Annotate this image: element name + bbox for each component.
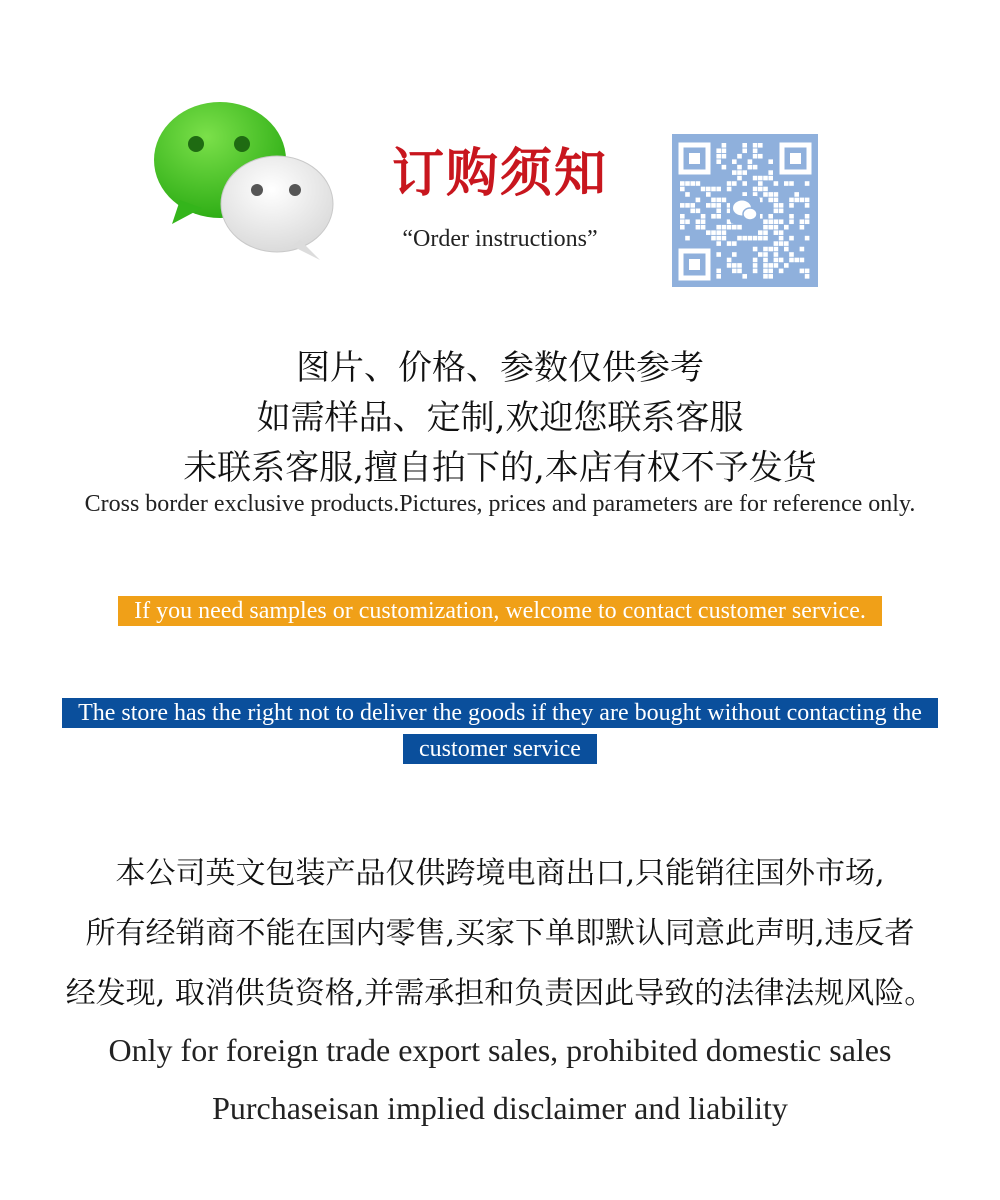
qr-module <box>779 209 784 214</box>
qr-module <box>789 258 794 263</box>
qr-module <box>742 148 747 153</box>
qr-module <box>716 214 721 219</box>
qr-module <box>716 187 721 192</box>
qr-module <box>758 236 763 241</box>
qr-module <box>763 192 768 197</box>
qr-module <box>680 187 685 192</box>
qr-module <box>789 219 794 224</box>
qr-module <box>701 225 706 230</box>
qr-module <box>706 203 711 208</box>
qr-module <box>701 187 706 192</box>
qr-module <box>794 258 799 263</box>
qr-module <box>732 263 737 268</box>
qr-module <box>789 181 794 186</box>
qr-module <box>758 176 763 181</box>
qr-module <box>716 252 721 257</box>
qr-module <box>696 219 701 224</box>
qr-module <box>774 241 779 246</box>
qr-module <box>742 236 747 241</box>
qr-module <box>800 198 805 203</box>
qr-module <box>680 214 685 219</box>
qr-module <box>768 214 773 219</box>
qr-module <box>763 230 768 235</box>
qr-module <box>763 274 768 279</box>
qr-module <box>763 176 768 181</box>
qr-module <box>789 203 794 208</box>
qr-module <box>680 181 685 186</box>
samples-highlight <box>40 593 960 629</box>
notice-cn-line: 未联系客服,擅自拍下的,本店有权不予发货 <box>183 448 817 488</box>
qr-module <box>753 148 758 153</box>
qr-module <box>685 236 690 241</box>
qr-module <box>779 269 784 274</box>
qr-module <box>711 203 716 208</box>
qr-module <box>685 181 690 186</box>
qr-module <box>727 181 732 186</box>
page-title: 订购须知 <box>391 143 608 204</box>
delivery-highlight <box>40 695 960 767</box>
qr-module <box>732 159 737 164</box>
qr-module <box>716 230 721 235</box>
qr-module <box>758 187 763 192</box>
qr-module <box>763 225 768 230</box>
qr-module <box>758 230 763 235</box>
qr-module <box>805 214 810 219</box>
qr-module <box>784 263 789 268</box>
qr-module <box>680 203 685 208</box>
qr-module <box>711 198 716 203</box>
qr-module <box>690 209 695 214</box>
qr-module <box>763 236 768 241</box>
qr-module <box>722 154 727 159</box>
qr-module <box>685 203 690 208</box>
qr-module <box>758 143 763 148</box>
qr-module <box>800 225 805 230</box>
qr-module <box>737 225 742 230</box>
notice-en-text: Cross border exclusive products.Pictures, prices and parameters are for reference only. <box>84 491 916 517</box>
qr-module <box>732 241 737 246</box>
qr-module <box>685 219 690 224</box>
disclaimer-cn-line: 经发现, 取消供货资格,并需承担和负责因此导致的法律法规风险。 <box>65 976 935 1011</box>
qr-module <box>701 214 706 219</box>
qr-module <box>753 154 758 159</box>
qr-module <box>779 236 784 241</box>
qr-module <box>716 241 721 246</box>
qr-module <box>768 263 773 268</box>
qr-module <box>779 258 784 263</box>
qr-module <box>768 269 773 274</box>
qr-module <box>753 187 758 192</box>
qr-module <box>748 165 753 170</box>
qr-module <box>742 181 747 186</box>
qr-module <box>774 181 779 186</box>
qr-module <box>768 192 773 197</box>
qr-module <box>716 148 721 153</box>
qr-module <box>779 203 784 208</box>
qr-module <box>722 148 727 153</box>
qr-module <box>784 181 789 186</box>
qr-module <box>768 274 773 279</box>
qr-module <box>763 247 768 252</box>
qr-module <box>768 219 773 224</box>
qr-module <box>800 219 805 224</box>
qr-module <box>727 225 732 230</box>
qr-module <box>768 247 773 252</box>
qr-module <box>768 198 773 203</box>
qr-module <box>753 143 758 148</box>
qr-module <box>711 236 716 241</box>
qr-module <box>716 198 721 203</box>
qr-module <box>794 198 799 203</box>
delivery-highlight-text: The store has the right not to deliver the goods if they are bought without contacting the customer service <box>62 698 938 764</box>
qr-module <box>779 230 784 235</box>
qr-module <box>732 170 737 175</box>
qr-module <box>774 258 779 263</box>
qr-module <box>727 263 732 268</box>
qr-module <box>748 159 753 164</box>
qr-module <box>753 263 758 268</box>
qr-module <box>732 269 737 274</box>
qr-module <box>779 241 784 246</box>
disclaimer-cn-line: 所有经销商不能在国内零售,买家下单即默认同意此声明,违反者 <box>85 916 915 951</box>
qr-module <box>753 269 758 274</box>
qr-module <box>711 230 716 235</box>
qr-module <box>753 247 758 252</box>
qr-module <box>716 209 721 214</box>
qr-module <box>716 203 721 208</box>
qr-module <box>737 154 742 159</box>
qr-module <box>737 170 742 175</box>
qr-module <box>737 263 742 268</box>
qr-module <box>774 198 779 203</box>
qr-module <box>716 225 721 230</box>
qr-module <box>805 236 810 241</box>
qr-module <box>753 176 758 181</box>
qr-module <box>763 258 768 263</box>
qr-module <box>805 203 810 208</box>
qr-module <box>763 219 768 224</box>
qr-module <box>716 159 721 164</box>
qr-module <box>753 236 758 241</box>
qr-module <box>727 187 732 192</box>
qr-module <box>794 192 799 197</box>
qr-module <box>706 187 711 192</box>
qr-module <box>711 187 716 192</box>
qr-module <box>680 225 685 230</box>
qr-module <box>753 258 758 263</box>
qr-module <box>727 258 732 263</box>
qr-module <box>732 225 737 230</box>
disclaimer-en-line: Only for foreign trade export sales, prohibited domestic sales <box>108 1032 892 1068</box>
qr-module <box>768 225 773 230</box>
qr-module <box>774 247 779 252</box>
qr-module <box>722 198 727 203</box>
qr-module <box>789 214 794 219</box>
qr-module <box>716 236 721 241</box>
qr-module <box>800 269 805 274</box>
qr-module <box>732 181 737 186</box>
qr-module <box>789 198 794 203</box>
qr-module <box>774 203 779 208</box>
qr-module <box>737 269 742 274</box>
qr-module <box>805 181 810 186</box>
qr-module <box>737 176 742 181</box>
qr-module <box>758 181 763 186</box>
qr-module <box>763 252 768 257</box>
qr-module <box>774 225 779 230</box>
qr-module <box>727 241 732 246</box>
qr-module <box>768 176 773 181</box>
qr-module <box>805 274 810 279</box>
qr-module <box>742 143 747 148</box>
qr-module <box>748 236 753 241</box>
qr-module <box>763 269 768 274</box>
qr-module <box>722 165 727 170</box>
qr-module <box>789 236 794 241</box>
qr-module <box>737 236 742 241</box>
qr-module <box>768 159 773 164</box>
qr-module <box>742 274 747 279</box>
notice-cn-line: 如需样品、定制,欢迎您联系客服 <box>256 398 744 438</box>
qr-module <box>706 230 711 235</box>
qr-module <box>722 230 727 235</box>
qr-module <box>758 252 763 257</box>
qr-module <box>784 241 789 246</box>
qr-module <box>696 209 701 214</box>
qr-module <box>768 170 773 175</box>
qr-module <box>784 225 789 230</box>
qr-module <box>690 181 695 186</box>
qr-module <box>763 187 768 192</box>
qr-module <box>774 230 779 235</box>
page-subtitle: “Order instructions” <box>402 226 598 252</box>
samples-highlight-text: If you need samples or customization, welcome to contact customer service. <box>118 596 882 626</box>
qr-module <box>696 198 701 203</box>
qr-module <box>805 219 810 224</box>
qr-module <box>779 219 784 224</box>
qr-module <box>784 247 789 252</box>
notice-cn-line: 图片、价格、参数仅供参考 <box>296 348 704 388</box>
qr-module <box>690 203 695 208</box>
qr-module <box>805 269 810 274</box>
qr-module <box>737 165 742 170</box>
wechat-icon <box>150 100 340 265</box>
qr-module <box>742 170 747 175</box>
qr-module <box>789 252 794 257</box>
qr-module <box>722 236 727 241</box>
qr-module <box>716 154 721 159</box>
qr-module <box>716 269 721 274</box>
qr-module <box>774 219 779 224</box>
qr-module <box>696 225 701 230</box>
qr-module <box>753 165 758 170</box>
qr-module <box>716 274 721 279</box>
qr-module <box>800 247 805 252</box>
qr-module <box>774 252 779 257</box>
qr-module <box>680 219 685 224</box>
qr-code-icon[interactable] <box>672 134 818 287</box>
qr-module <box>732 252 737 257</box>
qr-module <box>774 263 779 268</box>
qr-module <box>685 192 690 197</box>
qr-module <box>805 198 810 203</box>
qr-module <box>706 192 711 197</box>
qr-module <box>701 219 706 224</box>
qr-module <box>758 154 763 159</box>
disclaimer-en-line: Purchaseisan implied disclaimer and liability <box>212 1090 788 1126</box>
qr-module <box>774 192 779 197</box>
qr-module <box>800 258 805 263</box>
qr-module <box>722 143 727 148</box>
qr-module <box>722 225 727 230</box>
disclaimer-cn-line: 本公司英文包装产品仅供跨境电商出口,只能销往国外市场, <box>115 856 885 891</box>
qr-module <box>774 209 779 214</box>
qr-module <box>711 214 716 219</box>
qr-module <box>696 181 701 186</box>
qr-module <box>763 263 768 268</box>
